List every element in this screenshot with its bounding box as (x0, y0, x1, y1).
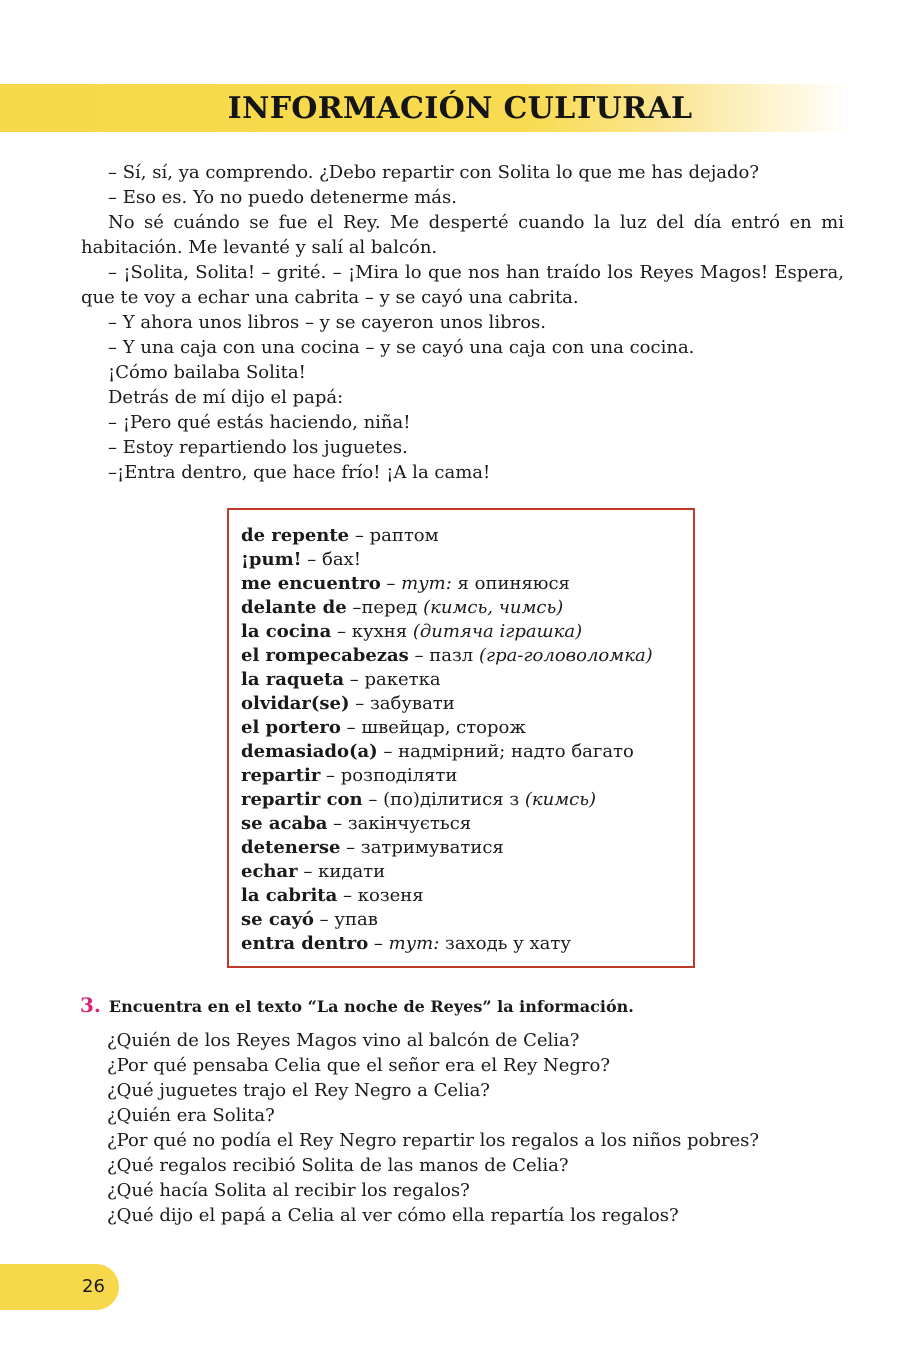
vocab-entry: la raqueta – ракетка (241, 669, 441, 690)
exercise-number: 3. (80, 993, 101, 1017)
vocab-entry: repartir con – (по)ділитися з (кимсь) (241, 789, 597, 810)
vocab-entry: ¡pum! – бах! (241, 549, 361, 570)
story-paragraph: – ¡Solita, Solita! – grité. – ¡Mira lo que nos han traído los Reyes Magos! Espera, que te voy a echar una cabrita – y se cayó una cabrita. (81, 262, 844, 308)
story-paragraph: – Estoy repartiendo los juguetes. (108, 437, 408, 458)
question-item: ¿Por qué pensaba Celia que el señor era el Rey Negro? (107, 1055, 611, 1076)
vocab-entry: la cocina – кухня (дитяча іграшка) (241, 621, 583, 642)
story-paragraph: No sé cuándo se fue el Rey. Me desperté cuando la luz del día entró en mi habitación. Me levanté y salí al balcón. (81, 212, 844, 258)
vocab-entry: demasiado(a) – надмірний; надто багато (241, 741, 634, 762)
story-paragraph: – Sí, sí, ya comprendo. ¿Debo repartir con Solita lo que me has dejado? (108, 162, 760, 183)
vocab-entry: se acaba – закінчується (241, 813, 472, 834)
vocab-entry: entra dentro – тут: заходь у хату (241, 933, 571, 954)
question-item: ¿Qué hacía Solita al recibir los regalos? (107, 1180, 470, 1201)
section-title: INFORMACIÓN CULTURAL (227, 91, 693, 126)
vocab-entry: echar – кидати (241, 861, 386, 882)
vocab-entry: el rompecabezas – пазл (гра-головоломка) (241, 645, 653, 666)
story-paragraph: – ¡Pero qué estás haciendo, niña! (108, 412, 411, 433)
question-item: ¿Qué juguetes trajo el Rey Negro a Celia? (107, 1080, 490, 1101)
question-item: ¿Qué dijo el papá a Celia al ver cómo ella repartía los regalos? (107, 1205, 679, 1226)
exercise-instruction: Encuentra en el texto “La noche de Reyes” la información. (108, 997, 634, 1016)
vocab-entry: olvidar(se) – забувати (241, 693, 455, 714)
exercise-heading (80, 992, 860, 1020)
vocab-entry: la cabrita – козеня (241, 885, 424, 906)
vocabulary-box (227, 508, 695, 968)
question-item: ¿Qué regalos recibió Solita de las manos de Celia? (107, 1155, 569, 1176)
story-text (81, 160, 844, 485)
vocab-entry: se cayó – упав (241, 909, 378, 930)
vocab-entry: el portero – швейцар, сторож (241, 717, 526, 738)
page-number: 26 (82, 1276, 105, 1297)
vocab-entry: me encuentro – тут: я опиняюся (241, 573, 570, 594)
story-paragraph: ¡Cómo bailaba Solita! (108, 362, 306, 383)
question-list (107, 1028, 759, 1228)
vocab-entry: repartir – розподіляти (241, 765, 458, 786)
story-paragraph: –¡Entra dentro, que hace frío! ¡A la cama! (108, 462, 491, 483)
story-paragraph: – Y una caja con una cocina – y se cayó una caja con una cocina. (108, 337, 695, 358)
section-banner (0, 84, 850, 132)
page-number-tab (0, 1264, 119, 1310)
vocab-entry: delante de –перед (кимсь, чимсь) (241, 597, 564, 618)
question-item: ¿Por qué no podía el Rey Negro repartir los regalos a los niños pobres? (107, 1130, 760, 1151)
story-paragraph: Detrás de mí dijo el papá: (108, 387, 344, 408)
vocab-entry: de repente – раптом (241, 525, 439, 546)
vocab-entry: detenerse – затримуватися (241, 837, 504, 858)
question-item: ¿Quién era Solita? (107, 1105, 275, 1126)
story-paragraph: – Eso es. Yo no puedo detenerme más. (108, 187, 457, 208)
story-paragraph: – Y ahora unos libros – y se cayeron unos libros. (108, 312, 546, 333)
question-item: ¿Quién de los Reyes Magos vino al balcón de Celia? (107, 1030, 580, 1051)
